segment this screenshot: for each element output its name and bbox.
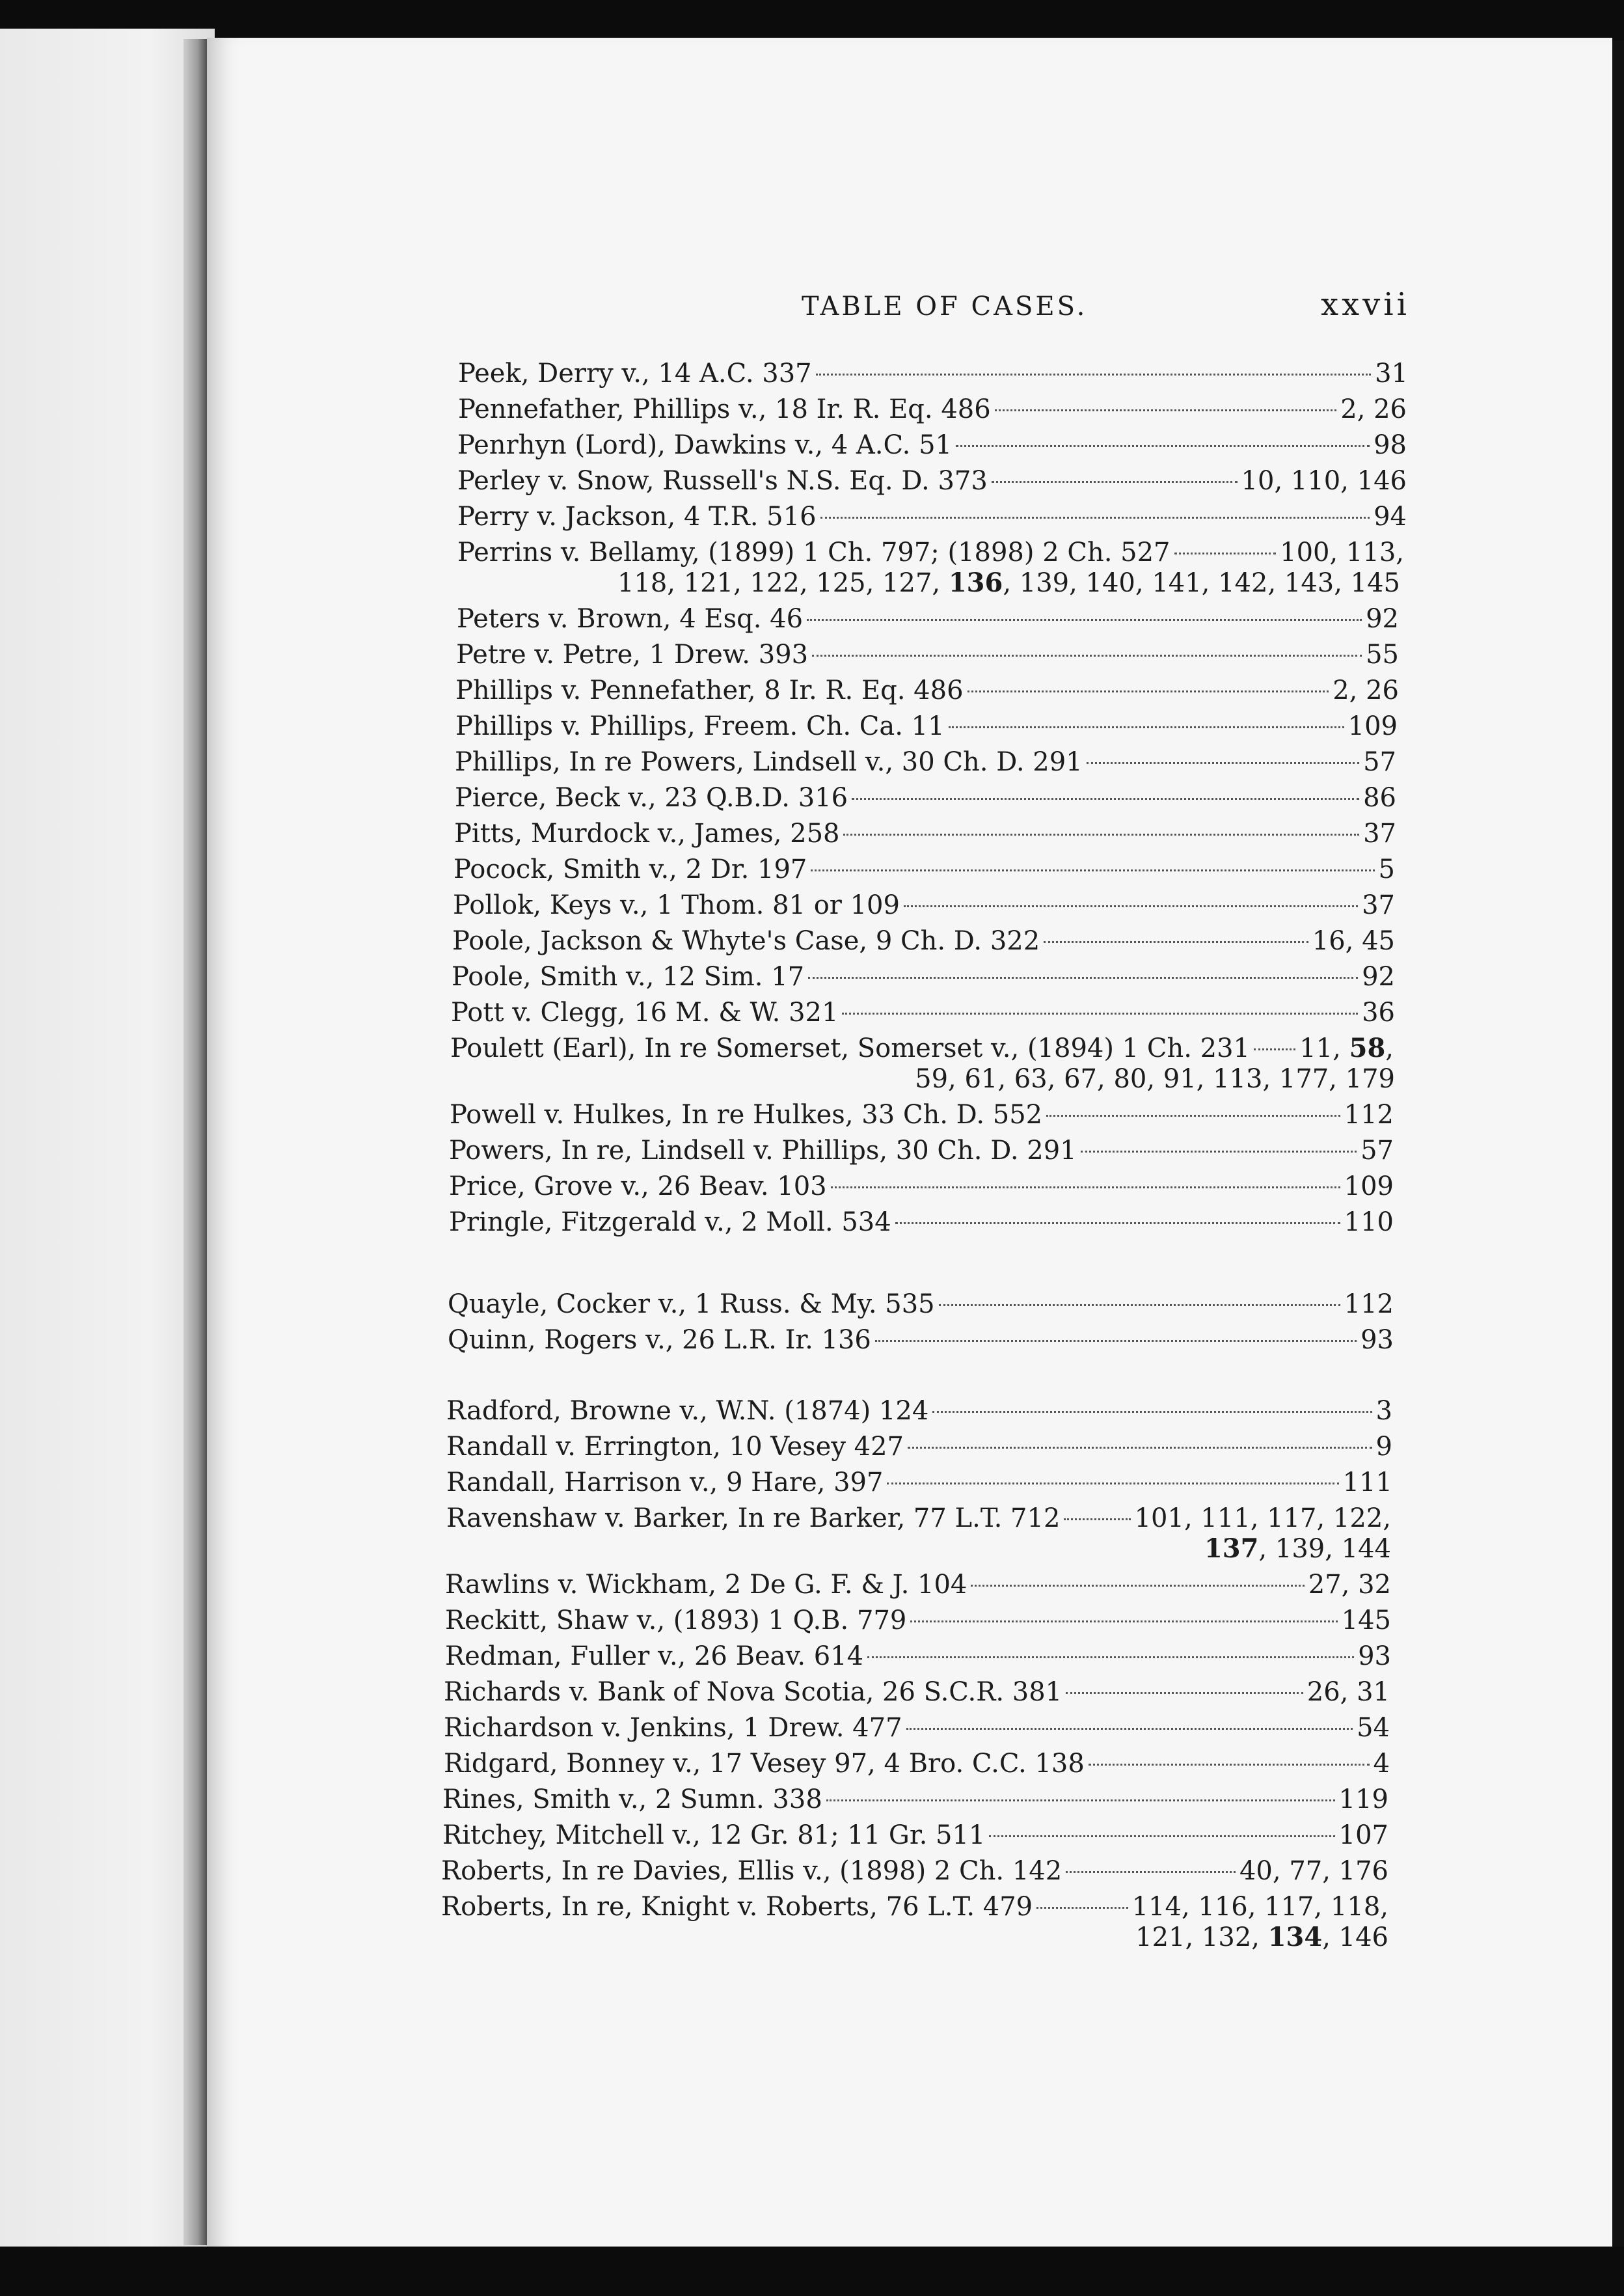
case-citation: Rawlins v. Wickham, 2 De G. F. & J. 104 [445, 1570, 968, 1600]
page-references: 98 [1374, 430, 1407, 460]
leader-dots [895, 1222, 1340, 1224]
case-entry [445, 1639, 1391, 1673]
leader-dots [842, 1013, 1358, 1015]
page-references-continued [1204, 1532, 1391, 1566]
leader-dots [1081, 1151, 1357, 1153]
leader-dots [949, 726, 1344, 728]
page-references: 40, 77, 176 [1239, 1856, 1388, 1886]
case-citation: Rines, Smith v., 2 Sumn. 338 [442, 1784, 822, 1814]
running-head: TABLE OF CASES. [802, 292, 1088, 321]
leader-dots [910, 1620, 1337, 1622]
case-entry [445, 1568, 1391, 1602]
leader-dots [887, 1483, 1338, 1484]
leader-dots [1044, 941, 1308, 943]
case-citation: Pollok, Keys v., 1 Thom. 81 or 109 [453, 890, 900, 920]
case-entry [456, 638, 1399, 672]
page-references: 37 [1362, 890, 1395, 920]
leader-dots [852, 798, 1359, 800]
page-references: 109 [1344, 1171, 1394, 1201]
case-citation: Phillips v. Pennefather, 8 Ir. R. Eq. 486 [455, 676, 964, 705]
case-entry [457, 536, 1404, 569]
case-entry [455, 674, 1399, 707]
page-references: 2, 26 [1333, 676, 1399, 705]
case-entry [446, 1501, 1391, 1535]
case-citation: Poulett (Earl), In re Somerset, Somerset v., (1894) 1 Ch. 231 [450, 1033, 1250, 1063]
case-entry [455, 745, 1396, 779]
case-citation: Randall, Harrison v., 9 Hare, 397 [446, 1468, 884, 1497]
leader-dots [1036, 1907, 1128, 1909]
leader-dots [867, 1656, 1354, 1658]
case-entry [445, 1604, 1391, 1637]
page-references: 10, 110, 146 [1241, 466, 1407, 496]
page-references: 114, 116, 117, 118, [1131, 1892, 1388, 1922]
page-references-part: , 146 [1322, 1922, 1388, 1952]
page-references: 27, 32 [1308, 1570, 1391, 1600]
page-references [1299, 1032, 1394, 1065]
page-references: 36 [1362, 998, 1395, 1028]
page-references: 93 [1358, 1641, 1391, 1671]
leader-dots [1066, 1871, 1236, 1873]
page-references: 3 [1375, 1396, 1392, 1426]
leader-dots [808, 977, 1358, 979]
case-entry [455, 781, 1396, 815]
case-citation: Poole, Jackson & Whyte's Case, 9 Ch. D. 322 [452, 926, 1040, 956]
page-references: 5 [1378, 854, 1395, 884]
case-entry [457, 602, 1399, 636]
page-references: 57 [1360, 1136, 1394, 1166]
case-entry [452, 960, 1395, 994]
case-citation: Quinn, Rogers v., 26 L.R. Ir. 136 [448, 1325, 871, 1355]
leader-dots [816, 374, 1372, 376]
case-citation: Redman, Fuller v., 26 Beav. 614 [445, 1641, 864, 1671]
case-citation: Petre v. Petre, 1 Drew. 393 [456, 640, 809, 670]
page-references: 16, 45 [1312, 926, 1395, 956]
case-entry [458, 357, 1408, 390]
case-entry [457, 464, 1407, 498]
case-entry [448, 1323, 1394, 1357]
leader-dots [971, 1585, 1304, 1587]
page-references-part: 59, 61, 63, 67, 80, 91, 113, 177, 179 [915, 1064, 1395, 1094]
case-entry [453, 853, 1395, 886]
leader-dots [1087, 762, 1359, 764]
case-entry [453, 888, 1395, 922]
leader-dots [812, 655, 1362, 657]
case-citation: Poole, Smith v., 12 Sim. 17 [452, 962, 805, 992]
page-reference-bold: 137 [1204, 1533, 1259, 1564]
case-entry [450, 1032, 1394, 1065]
case-entry [458, 392, 1407, 426]
case-entry [449, 1169, 1394, 1203]
case-citation: Powell v. Hulkes, In re Hulkes, 33 Ch. D. 552 [450, 1100, 1043, 1130]
case-entry [454, 817, 1396, 851]
page-references: 119 [1338, 1784, 1388, 1814]
leader-dots [843, 834, 1359, 836]
case-citation: Ritchey, Mitchell v., 12 Gr. 81; 11 Gr. 511 [442, 1820, 986, 1850]
case-citation: Penrhyn (Lord), Dawkins v., 4 A.C. 51 [457, 430, 952, 460]
leader-dots [831, 1186, 1340, 1188]
page-references-continued [617, 566, 1400, 600]
leader-dots [968, 690, 1329, 692]
leader-dots [939, 1304, 1340, 1306]
page-references: 4 [1373, 1749, 1390, 1779]
page-references: 54 [1357, 1713, 1390, 1743]
case-citation: Price, Grove v., 26 Beav. 103 [449, 1171, 827, 1201]
leader-dots [906, 1728, 1353, 1730]
case-entry [457, 428, 1407, 462]
page-references-continued [1135, 1920, 1388, 1954]
page-references: 93 [1360, 1325, 1394, 1355]
page-number: xxvii [1321, 286, 1410, 323]
page-references: 94 [1374, 502, 1407, 532]
case-entry [448, 1287, 1394, 1321]
page-references: 2, 26 [1340, 394, 1407, 424]
page-references: 92 [1362, 962, 1395, 992]
case-citation: Randall v. Errington, 10 Vesey 427 [446, 1432, 904, 1462]
case-entry [449, 1205, 1394, 1239]
case-entry [450, 1098, 1394, 1132]
page-references: 110 [1344, 1207, 1394, 1237]
case-entry [446, 1394, 1392, 1428]
leader-dots [992, 481, 1238, 483]
page-references: 57 [1363, 747, 1396, 777]
case-citation: Phillips, In re Powers, Lindsell v., 30 Ch. D. 291 [455, 747, 1083, 777]
case-entry [446, 1430, 1392, 1464]
page-references: 92 [1366, 604, 1399, 634]
case-citation: Richardson v. Jenkins, 1 Drew. 477 [444, 1713, 902, 1743]
case-entry [452, 924, 1395, 958]
case-citation: Ridgard, Bonney v., 17 Vesey 97, 4 Bro. C.C. 138 [444, 1749, 1085, 1779]
case-entry [457, 500, 1407, 534]
leader-dots [875, 1340, 1357, 1342]
case-citation: Richards v. Bank of Nova Scotia, 26 S.C.R. 381 [444, 1677, 1062, 1707]
leader-dots [1064, 1518, 1130, 1520]
leader-dots [956, 445, 1370, 447]
leader-dots [811, 869, 1374, 871]
page-reference-bold: 136 [948, 567, 1003, 598]
leader-dots [904, 905, 1358, 907]
case-citation: Pott v. Clegg, 16 M. & W. 321 [451, 998, 839, 1028]
case-citation: Powers, In re, Lindsell v. Phillips, 30 Ch. D. 291 [449, 1136, 1077, 1166]
case-citation: Perrins v. Bellamy, (1899) 1 Ch. 797; (1898) 2 Ch. 527 [457, 538, 1171, 567]
page-reference-bold: 58 [1349, 1033, 1386, 1063]
case-citation: Perry v. Jackson, 4 T.R. 516 [457, 502, 817, 532]
page-references: 9 [1375, 1432, 1392, 1462]
leader-dots [826, 1799, 1335, 1801]
case-citation: Reckitt, Shaw v., (1893) 1 Q.B. 779 [445, 1606, 907, 1635]
page-references-part: , 139, 144 [1258, 1534, 1391, 1564]
case-citation: Roberts, In re, Knight v. Roberts, 76 L.T. 479 [441, 1892, 1033, 1922]
case-citation: Peters v. Brown, 4 Esq. 46 [457, 604, 804, 634]
case-entry [455, 709, 1398, 743]
case-citation: Pringle, Fitzgerald v., 2 Moll. 534 [449, 1207, 891, 1237]
case-entry [442, 1818, 1388, 1852]
case-citation: Pocock, Smith v., 2 Dr. 197 [453, 854, 807, 884]
page-references-continued [915, 1062, 1395, 1096]
page-references: 55 [1366, 640, 1399, 670]
case-entry [441, 1890, 1388, 1924]
leader-dots [908, 1447, 1372, 1449]
case-entry [449, 1134, 1394, 1168]
case-entry [444, 1675, 1390, 1709]
page-references-part: 118, 121, 122, 125, 127, [617, 568, 949, 598]
page-references-part: , 139, 140, 141, 142, 143, 145 [1003, 568, 1400, 598]
case-entry [444, 1747, 1390, 1781]
page-references-part: , [1385, 1033, 1394, 1063]
case-entry [444, 1711, 1390, 1745]
leader-dots [807, 619, 1362, 621]
case-citation: Roberts, In re Davies, Ellis v., (1898) 2 Ch. 142 [441, 1856, 1062, 1886]
case-citation: Peek, Derry v., 14 A.C. 337 [458, 359, 812, 389]
leader-dots [1066, 1692, 1303, 1694]
case-entry [441, 1854, 1388, 1888]
case-entry [451, 996, 1395, 1030]
leader-dots [932, 1411, 1372, 1413]
case-citation: Pitts, Murdock v., James, 258 [454, 819, 840, 849]
case-citation: Radford, Browne v., W.N. (1874) 124 [446, 1396, 929, 1426]
page-references: 107 [1338, 1820, 1388, 1850]
page-references: 111 [1342, 1468, 1392, 1497]
page-references: 145 [1341, 1606, 1391, 1635]
leader-dots [1046, 1115, 1340, 1117]
page-references: 100, 113, [1280, 538, 1404, 567]
case-entry [446, 1466, 1392, 1499]
page-references: 112 [1344, 1289, 1394, 1319]
case-citation: Pennefather, Phillips v., 18 Ir. R. Eq. 486 [458, 394, 991, 424]
leader-dots [1089, 1764, 1370, 1766]
case-citation: Pierce, Beck v., 23 Q.B.D. 316 [455, 783, 848, 813]
leader-dots [820, 517, 1370, 519]
page-references: 101, 111, 117, 122, [1134, 1503, 1391, 1533]
page-reference-bold: 134 [1267, 1922, 1323, 1952]
page-references-part: 121, 132, [1135, 1922, 1268, 1952]
case-citation: Phillips v. Phillips, Freem. Ch. Ca. 11 [455, 711, 945, 741]
case-citation: Perley v. Snow, Russell's N.S. Eq. D. 373 [457, 466, 988, 496]
leader-dots [1254, 1048, 1295, 1050]
leader-dots [989, 1835, 1334, 1837]
leader-dots [995, 409, 1337, 411]
page-references: 31 [1375, 359, 1408, 389]
page-references: 109 [1347, 711, 1398, 741]
case-citation: Quayle, Cocker v., 1 Russ. & My. 535 [448, 1289, 935, 1319]
page-references: 37 [1363, 819, 1396, 849]
page-references: 86 [1363, 783, 1396, 813]
page-references: 112 [1344, 1100, 1394, 1130]
page-references-part: 11, [1299, 1033, 1349, 1063]
page-references: 26, 31 [1306, 1677, 1390, 1707]
leader-dots [1174, 553, 1277, 554]
case-citation: Ravenshaw v. Barker, In re Barker, 77 L.T. 712 [446, 1503, 1061, 1533]
case-entry [442, 1783, 1388, 1816]
